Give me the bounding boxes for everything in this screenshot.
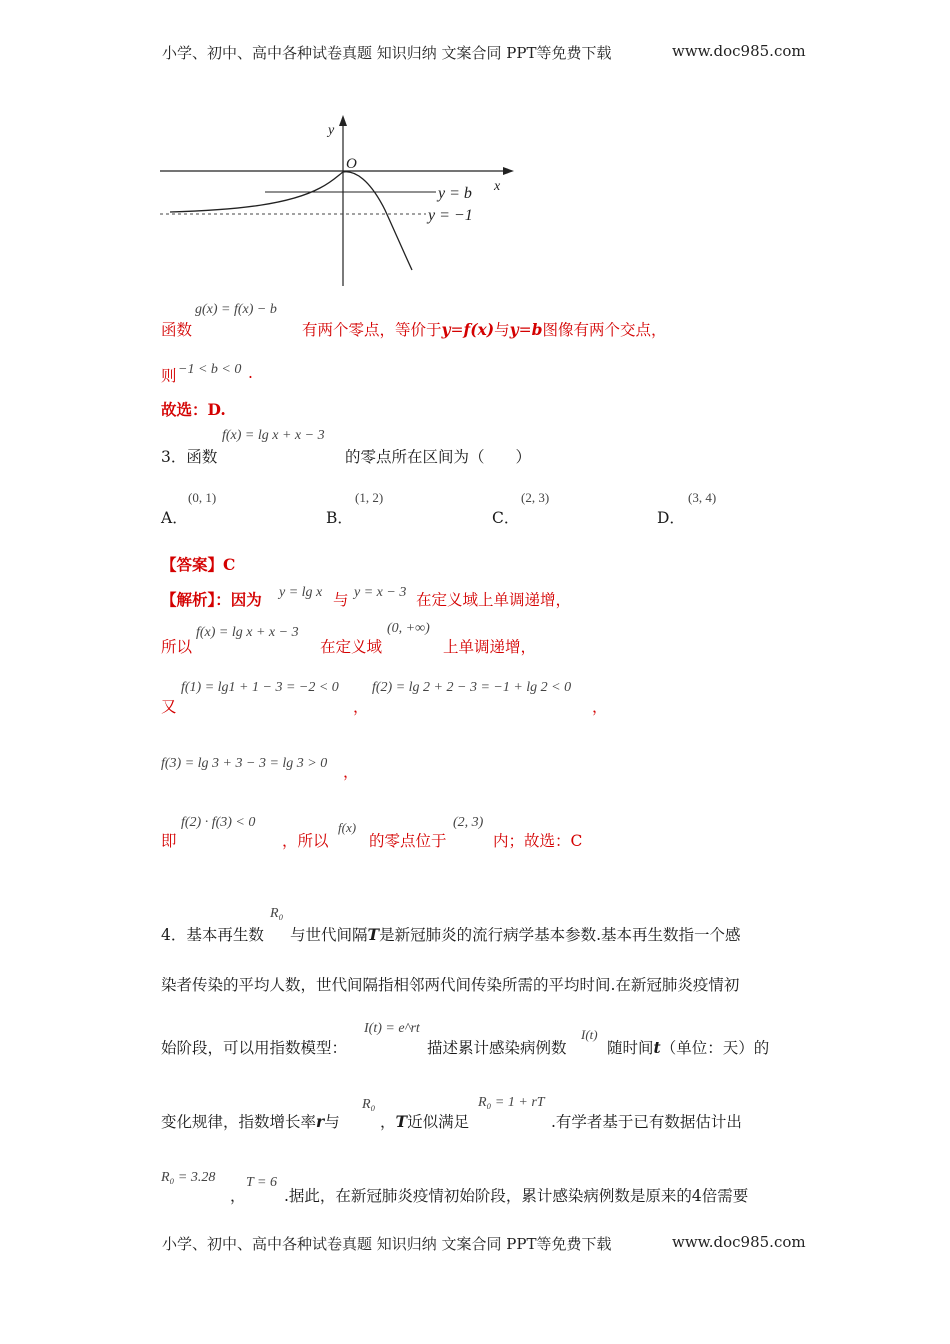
q3-exp-l5-fx: f(x) [338, 820, 357, 835]
q3-number: 3．函数 [161, 448, 218, 466]
line-b-label: y = b [438, 185, 472, 202]
q3-formula: f(x) = lg x + x − 3 [222, 428, 325, 443]
q4-T: T [367, 925, 380, 944]
q3-exp-and: 与 [333, 591, 349, 609]
q4-l3-c: 随时间 [607, 1039, 654, 1057]
q3-exp-f2: y = x − 3 [354, 585, 407, 600]
header-url[interactable]: www.doc985.com [672, 42, 806, 60]
q2-b: b [531, 320, 543, 339]
header-text: 小学、初中、高中各种试卷真题 知识归纳 文案合同 PPT等免费下载 [162, 44, 612, 62]
x-axis-label: x [494, 179, 501, 194]
option-d-label[interactable]: D． [657, 509, 685, 527]
q2-line1-formula: g(x) = f(x) − b [195, 302, 277, 317]
q2-line1-prefix: 函数 [161, 321, 193, 339]
q3-exp-l3-prefix: 又 [161, 698, 177, 716]
q4-l4-d: 近似满足 [407, 1113, 470, 1131]
q2-eq2: = [518, 321, 532, 339]
q2-fx: f(x) [463, 320, 495, 339]
q3-exp-l3-comma1: ， [353, 698, 369, 716]
q3-exp-l5-end: 内；故选：C [493, 832, 583, 850]
q4-l5-f1: R₀ = 3.28 [161, 1170, 216, 1185]
q3-answer: 【答案】C [161, 555, 236, 574]
q3-exp-label: 【解析】：因为 [161, 590, 262, 609]
q4-l3-formula: I(t) = e^rt [364, 1021, 420, 1036]
q3-exp-l2-domain: (0, +∞) [387, 621, 430, 636]
y-axis-arrow [339, 115, 347, 126]
q3-exp-l4-comma: ， [343, 763, 359, 781]
option-c-label[interactable]: C． [492, 509, 520, 527]
q4-l4-formula: R₀ = 1 + rT [478, 1095, 545, 1110]
q2-line1-suffix: 有两个零点，等价于 [302, 321, 442, 339]
q3-exp-l5-mid2: 的零点位于 [369, 832, 447, 850]
q4-l3-It: I(t) [581, 1027, 598, 1042]
q4-l3-text [607, 1036, 769, 1058]
q4-R0: R₀ [270, 906, 284, 921]
q2-line2-formula: −1 < b < 0 [178, 362, 242, 377]
q3-exp-l5-prefix: 即 [161, 832, 177, 850]
q4-l4-R0: R₀ [362, 1097, 376, 1112]
option-b-value: (1, 2) [355, 490, 384, 505]
q2-eq1: = [450, 321, 464, 339]
q4-l4-r: r [316, 1112, 325, 1131]
line-m1-label: y = −1 [428, 207, 473, 224]
q4-l1-text [290, 923, 741, 945]
q4-l5-e: .据此，在新冠肺炎疫情初始阶段，累计感染病例数是原来的4倍需要 [284, 1187, 749, 1205]
option-d-value: (3, 4) [688, 490, 717, 505]
option-a-value: (0, 1) [188, 490, 217, 505]
option-b-label[interactable]: B． [326, 509, 353, 527]
q4-l3-d: （单位：天）的 [660, 1039, 770, 1057]
function-graph [150, 110, 520, 295]
function-curve [170, 172, 412, 270]
q4-l4-mid [380, 1110, 469, 1132]
q2-line1-text [302, 318, 667, 340]
origin-label: O [346, 156, 357, 172]
q2-y: y [441, 320, 451, 339]
q3-exp-f1: y = lg x [279, 585, 323, 600]
option-a-label[interactable]: A． [161, 509, 188, 527]
footer-text: 小学、初中、高中各种试卷真题 知识归纳 文案合同 PPT等免费下载 [162, 1235, 612, 1253]
q3-stem-end: 的零点所在区间为（ ） [345, 448, 532, 466]
q2-line2-end: . [248, 364, 253, 382]
q3-exp-l4-f: f(3) = lg 3 + 3 − 3 = lg 3 > 0 [161, 756, 328, 771]
q4-l4-c: ， [380, 1113, 396, 1131]
q3-exp-l3-f2: f(2) = lg 2 + 2 − 3 = −1 + lg 2 < 0 [372, 680, 572, 695]
q4-l4-T: T [395, 1112, 408, 1131]
q3-exp-l2-mid: 在定义域 [320, 638, 383, 656]
q3-exp-l5-mid: ，所以 [282, 832, 329, 850]
q2-choice: 故选：D. [161, 400, 226, 419]
q2-and: 与 [494, 321, 510, 339]
q4-number: 4．基本再生数 [161, 926, 264, 944]
q4-l4-e: .有学者基于已有数据估计出 [551, 1113, 742, 1131]
q4-l1-a: 与世代间隔 [290, 926, 368, 944]
q4-l5-comma: ， [230, 1187, 246, 1205]
q4-l4-left [161, 1110, 340, 1132]
q3-exp-l2-end: 上单调递增， [443, 638, 537, 656]
q2-line1-end: 图像有两个交点， [542, 321, 667, 339]
y-axis-label: y [328, 123, 335, 138]
q4-l5-f2: T = 6 [246, 1175, 277, 1190]
q4-l4-b: 与 [324, 1113, 340, 1131]
q4-l4-a: 变化规律，指数增长率 [161, 1113, 317, 1131]
x-axis-arrow [503, 167, 514, 175]
q4-l1-b: 是新冠肺炎的流行病学基本参数.基本再生数指一个感 [379, 926, 741, 944]
q3-exp-l3-f1: f(1) = lg1 + 1 − 3 = −2 < 0 [181, 680, 339, 695]
q3-exp-l2-prefix: 所以 [161, 638, 193, 656]
q2-y2: y [509, 320, 519, 339]
q4-line2: 染者传染的平均人数，世代间隔指相邻两代间传染所需的平均时间.在新冠肺炎疫情初 [161, 976, 740, 994]
q3-exp-l5-f: f(2) · f(3) < 0 [181, 815, 256, 830]
q4-l3-a: 始阶段，可以用指数模型： [161, 1039, 348, 1057]
q3-exp-l3-comma2: ， [592, 698, 608, 716]
q3-exp-l2-f: f(x) = lg x + x − 3 [196, 625, 299, 640]
q3-exp-l1-end: 在定义域上单调递增， [416, 591, 572, 609]
q3-exp-l5-interval: (2, 3) [453, 815, 484, 830]
q2-line2-prefix: 则 [161, 367, 177, 385]
option-c-value: (2, 3) [521, 490, 550, 505]
q4-l3-b: 描述累计感染病例数 [427, 1039, 567, 1057]
footer-url[interactable]: www.doc985.com [672, 1233, 806, 1251]
q4-l3-t: t [653, 1038, 661, 1057]
